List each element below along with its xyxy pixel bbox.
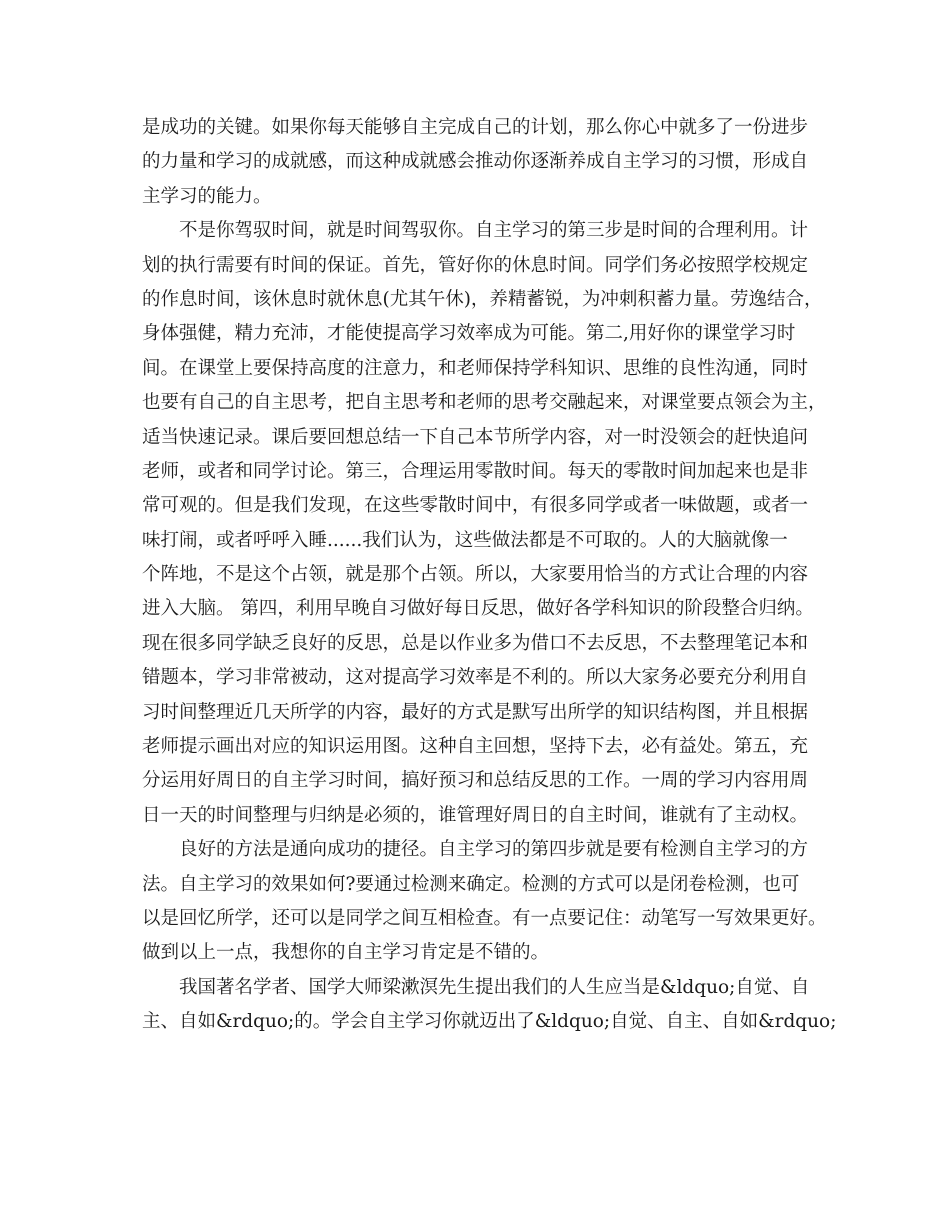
text-line: 习时间整理近几天所学的内容，最好的方式是默写出所学的知识结构图，并且根据 [142, 701, 809, 723]
paragraph [142, 971, 837, 1040]
text-line: 是成功的关键。如果你每天能够自主完成自己的计划，那么你心中就多了一份进步 [142, 117, 809, 138]
text-line: 主学习的能力。 [142, 185, 272, 207]
text-line: 进入大脑。 第四，利用早晚自习做好每日反思，做好各学科知识的阶段整合归纳。 [142, 598, 814, 620]
text-line: 味打闹，或者呼呼入睡......我们认为，这些做法都是不可取的。人的大脑就像一 [142, 529, 788, 551]
paragraph [142, 111, 812, 214]
text-line: 个阵地，不是这个占领，就是那个占领。所以，大家要用恰当的方式让合理的内容 [142, 564, 809, 586]
text-line: 老师提示画出对应的知识运用图。这种自主回想，坚持下去，必有益处。第五，充 [142, 736, 809, 758]
text-line: 适当快速记录。课后要回想总结一下自己本节所学内容，对一时没领会的赶快追问 [142, 426, 809, 448]
text-line: 日一天的时间整理与归纳是必须的，谁管理好周日的自主时间，谁就有了主动权。 [142, 804, 809, 826]
text-line: 以是回忆所学，还可以是同学之间互相检查。有一点要记住：动笔写一写效果更好。 [142, 907, 827, 929]
text-line: 间。在课堂上要保持高度的注意力，和老师保持学科知识、思维的良性沟通，同时 [142, 357, 809, 379]
paragraph [142, 214, 827, 833]
text-line: 分运用好周日的自主学习时间，搞好预习和总结反思的工作。一周的学习内容用周 [142, 770, 809, 792]
text-line: 主、自如&rdquo;的。学会自主学习你就迈出了&ldquo;自觉、自主、自如&rdquo; [142, 1011, 837, 1033]
text-line: 做到以上一点，我想你的自主学习肯定是不错的。 [142, 942, 550, 964]
document-body [142, 111, 837, 1040]
text-line: 的作息时间，该休息时就休息(尤其午休)，养精蓄锐，为冲刺积蓄力量。劳逸结合， [142, 288, 823, 310]
paragraph [142, 833, 827, 971]
text-line: 常可观的。但是我们发现，在这些零散时间中，有很多同学或者一味做题，或者一 [142, 495, 809, 517]
text-line: 身体强健，精力充沛，才能使提高学习效率成为可能。第二,用好你的课堂学习时 [142, 323, 796, 345]
text-line: 我国著名学者、国学大师梁漱溟先生提出我们的人生应当是&ldquo;自觉、自 [179, 976, 810, 998]
text-line: 划的执行需要有时间的保证。首先，管好你的休息时间。同学们务必按照学校规定 [142, 254, 809, 276]
text-line: 的力量和学习的成就感，而这种成就感会推动你逐渐养成自主学习的习惯，形成自 [142, 151, 809, 173]
text-line: 不是你驾驭时间，就是时间驾驭你。自主学习的第三步是时间的合理利用。计 [179, 220, 809, 242]
text-line: 现在很多同学缺乏良好的反思，总是以作业多为借口不去反思，不去整理笔记本和 [142, 632, 809, 654]
text-line: 错题本，学习非常被动，这对提高学习效率是不利的。所以大家务必要充分利用自 [142, 667, 809, 689]
text-line: 也要有自己的自主思考，把自主思考和老师的思考交融起来，对课堂要点领会为主， [142, 392, 827, 414]
text-line: 法。自主学习的效果如何?要通过检测来确定。检测的方式可以是闭卷检测，也可 [142, 873, 800, 895]
text-line: 老师，或者和同学讨论。第三，合理运用零散时间。每天的零散时间加起来也是非 [142, 460, 809, 482]
text-line: 良好的方法是通向成功的捷径。自主学习的第四步就是要有检测自主学习的方 [179, 839, 809, 861]
